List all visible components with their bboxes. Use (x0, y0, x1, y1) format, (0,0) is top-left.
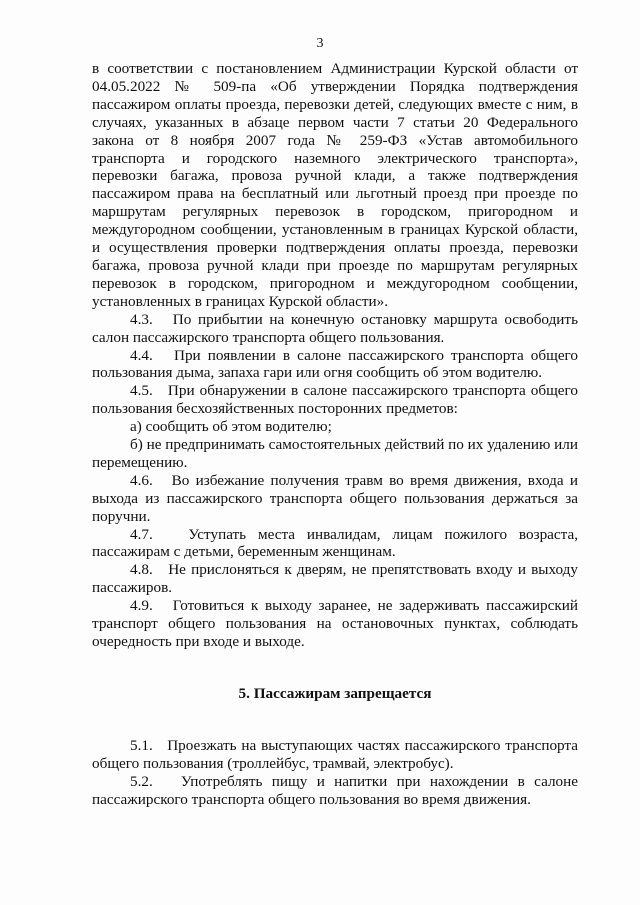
item-4-3 (92, 311, 578, 347)
item-5-1 (92, 737, 578, 773)
item-text: Готовиться к выходу заранее, не задерживать пассажирский транспорт общего пользования на остановочных пунктах, соблюдать очередность при входе и выходе. (92, 597, 578, 650)
item-number: 4.5. (130, 382, 153, 400)
subitem-b: б) не предпринимать самостоятельных действий по их удалению или перемещению. (92, 436, 578, 471)
subitem-a: а) сообщить об этом водителю; (130, 418, 332, 436)
item-text: По прибытии на конечную остановку маршрута освободить салон пассажирского транспорта общего пользования. (92, 310, 578, 346)
item-number: 4.9. (130, 597, 153, 615)
section-5-heading: 5. Пассажирам запрещается (238, 684, 432, 702)
item-text: При обнаружении в салоне пассажирского транспорта общего пользования бесхозяйственных посторонних предметов: (92, 382, 578, 418)
item-text: Не прислоняться к дверям, не препятствовать входу и выходу пассажиров. (92, 561, 579, 597)
continuation-paragraph: в соответствии с постановлением Администрации Курской области от 04.05.2022 № 509-па «Об утверждении Порядка подтверждения пассажиром оплаты проезда, перевозки детей, следующих вместе с ним, в случаях, указанных в абзаце первом части 7 статьи 20 Федерального закона от 8 ноября 2007 года № 259-ФЗ «Устав автомобильного транспорта и городского наземного электрического транспорта», перевозки багажа, провоза ручной клади, а также подтверждения пассажиром права на бесплатный или льготный проезд при проезде по маршрутам регулярных перевозок в городском, пригородном и междугородном сообщении, установленным в границах Курской области, и осуществления проверки подтверждения оплаты проезда, перевозки багажа, провоза ручной клади при проезде по маршрутам регулярных перевозок в городском, пригородном и междугородном сообщении, установленных в границах Курской области». (92, 60, 578, 310)
item-4-4 (92, 347, 578, 383)
item-text: Во избежание получения травм во время движения, входа и выхода из пассажирского транспорта общего пользования держаться за поручни. (92, 471, 578, 525)
item-number: 5.2. (130, 772, 153, 790)
item-4-8 (92, 561, 578, 597)
item-4-7 (92, 526, 578, 562)
item-number: 4.8. (130, 561, 153, 579)
item-4-5 (92, 382, 578, 418)
item-text: Проезжать на выступающих частях пассажирского транспорта общего пользования (троллейбус, трамвай, электробус). (92, 736, 578, 772)
item-5-2 (92, 773, 578, 809)
item-number: 4.7. (130, 525, 153, 543)
item-number: 5.1. (130, 736, 153, 754)
item-number: 4.4. (130, 346, 153, 364)
item-4-6 (92, 472, 578, 526)
document-body (92, 60, 578, 808)
item-number: 4.3. (130, 310, 153, 328)
item-4-9 (92, 597, 578, 651)
page-number: 3 (316, 36, 324, 51)
item-text: Уступать места инвалидам, лицам пожилого возраста, пассажирам с детьми, беременным женщинам. (92, 525, 579, 561)
item-number: 4.6. (130, 471, 153, 489)
item-text: При появлении в салоне пассажирского транспорта общего пользования дыма, запаха гари или огня сообщить об этом водителю. (92, 346, 579, 382)
item-text: Употреблять пищу и напитки при нахождении в салоне пассажирского транспорта общего пользования во время движения. (92, 772, 578, 808)
